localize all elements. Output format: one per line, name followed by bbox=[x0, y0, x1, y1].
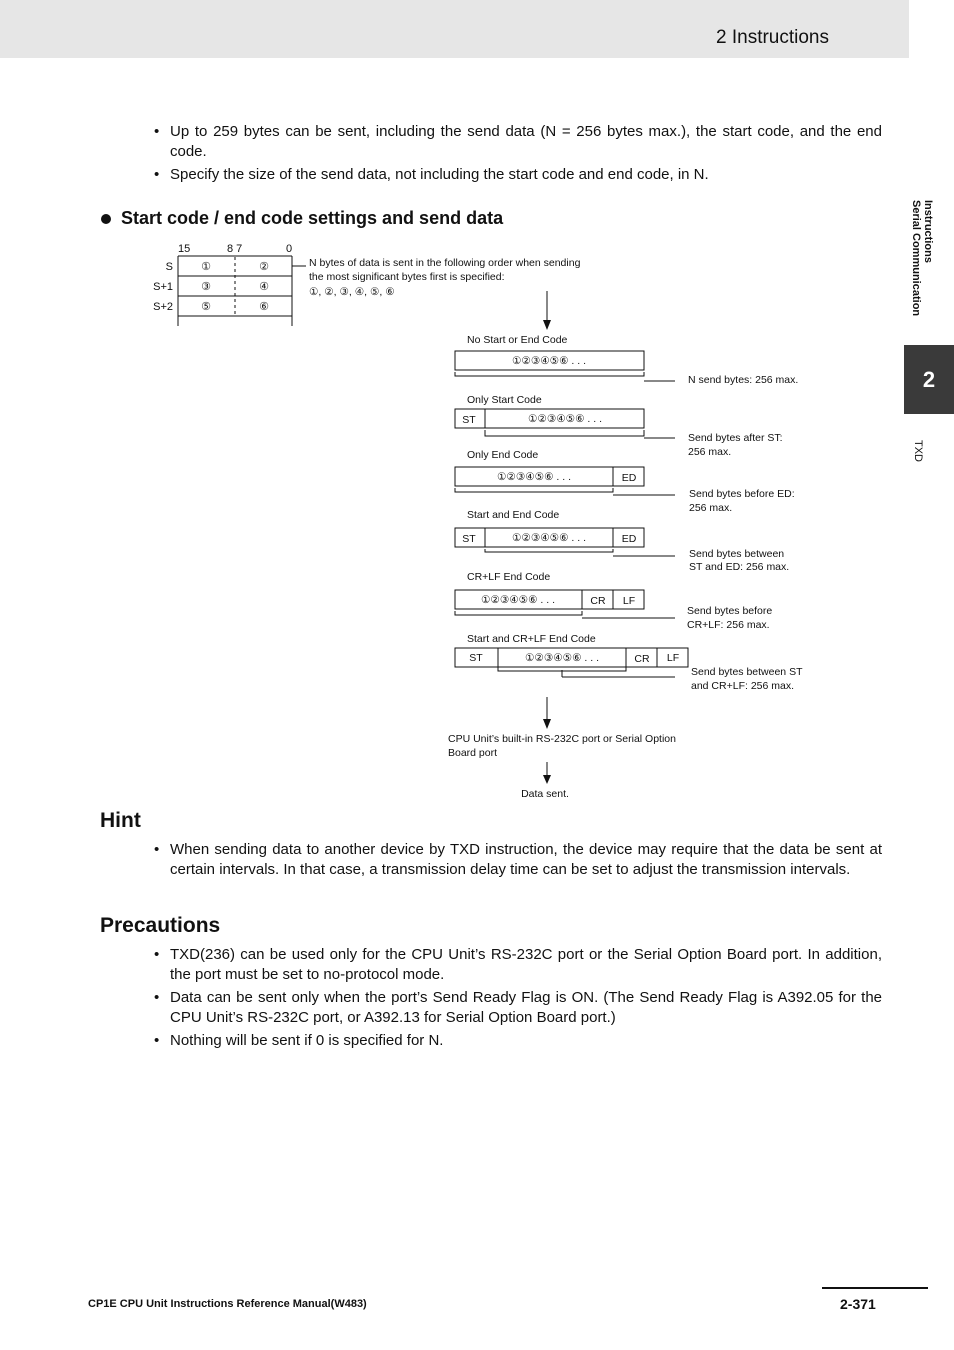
section-title: 2 Instructions bbox=[716, 27, 829, 48]
case-note: Send bytes before ED: bbox=[689, 488, 795, 500]
precaution-bullet: • Data can be sent only when the port’s Send Ready Flag is ON. (The Send Ready Flag is A392.05 for the CPU Unit’s RS-232C port, or A392.13 for Serial Option Board port.) bbox=[154, 988, 882, 1027]
case-title: Only End Code bbox=[467, 449, 539, 461]
data-bytes: ①②③④⑤⑥ . . . bbox=[528, 413, 602, 425]
start-code: ST bbox=[462, 533, 476, 545]
case-note: Send bytes between bbox=[689, 548, 785, 560]
port-label: Board port bbox=[448, 747, 498, 759]
subheading-text: Start code / end code settings and send data bbox=[121, 208, 504, 228]
case-note: Send bytes after ST: bbox=[688, 432, 783, 444]
order-note bbox=[309, 257, 581, 298]
case-title: Start and CR+LF End Code bbox=[467, 633, 596, 645]
instruction-tab-label: TXD bbox=[912, 440, 924, 462]
order-note-line: N bytes of data is sent in the following order when sending bbox=[309, 257, 581, 269]
byte-cell: ⑤ bbox=[201, 301, 211, 313]
precaution-bullet: • TXD(236) can be used only for the CPU Unit’s RS-232C port or the Serial Option Board port. In addition, the port must be set to no-protocol mode. bbox=[154, 945, 882, 984]
precautions-heading: Precautions bbox=[100, 914, 221, 937]
order-note-line: ①, ②, ③, ④, ⑤, ⑥ bbox=[309, 286, 395, 298]
case-title: CR+LF End Code bbox=[467, 571, 551, 583]
cr-code: CR bbox=[634, 653, 650, 665]
precaution-bullet: • Nothing will be sent if 0 is specified for N. bbox=[154, 1031, 882, 1051]
case-note: N send bytes: 256 max. bbox=[688, 374, 799, 386]
hint-heading: Hint bbox=[100, 809, 141, 832]
order-note-line: the most significant bytes first is specified: bbox=[309, 271, 505, 283]
row-label: S+2 bbox=[153, 301, 173, 313]
row-label: S+1 bbox=[153, 281, 173, 293]
case-note: Send bytes between ST bbox=[691, 666, 803, 678]
data-bytes: ①②③④⑤⑥ . . . bbox=[512, 355, 586, 367]
byte-cell: ④ bbox=[259, 281, 269, 293]
side-label-line2: Instructions bbox=[922, 200, 934, 263]
footer-rule bbox=[822, 1287, 928, 1289]
bit-label-0: 0 bbox=[286, 243, 293, 255]
precautions-bullets bbox=[154, 945, 882, 1055]
arrow-head-icon bbox=[543, 775, 551, 784]
byte-cell: ⑥ bbox=[259, 301, 269, 313]
data-bytes: ①②③④⑤⑥ . . . bbox=[512, 532, 586, 544]
lf-code: LF bbox=[666, 652, 680, 664]
page-number: 2-371 bbox=[840, 1296, 876, 1312]
lf-code: LF bbox=[622, 595, 636, 607]
bit-label-87: 8 7 bbox=[227, 243, 243, 255]
arrow-head-icon bbox=[543, 320, 551, 330]
port-label: CPU Unit’s built-in RS-232C port or Serial Option bbox=[448, 733, 676, 745]
byte-cell: ① bbox=[201, 261, 211, 273]
case-title: Only Start Code bbox=[467, 394, 542, 406]
case-note: CR+LF: 256 max. bbox=[687, 619, 770, 631]
hint-bullet: • When sending data to another device by TXD instruction, the device may require that the data be sent at certain intervals. In that case, a transmission delay time can be set to adjust the transmission intervals. bbox=[154, 840, 882, 879]
byte-cell: ② bbox=[259, 261, 269, 273]
case-note: 256 max. bbox=[689, 502, 733, 514]
data-bytes: ①②③④⑤⑥ . . . bbox=[525, 652, 599, 664]
chapter-tab: 2 bbox=[904, 345, 954, 414]
data-bytes: ①②③④⑤⑥ . . . bbox=[497, 471, 571, 483]
end-code: ED bbox=[621, 533, 637, 545]
memory-table bbox=[153, 243, 306, 326]
footer-manual-title: CP1E CPU Unit Instructions Reference Manual(W483) bbox=[88, 1298, 367, 1310]
start-code: ST bbox=[469, 652, 483, 664]
case-title: No Start or End Code bbox=[467, 334, 568, 346]
side-label-line1: Serial Communication bbox=[910, 200, 922, 317]
intro-bullet: • Specify the size of the send data, not including the start code and end code, in N. bbox=[154, 165, 882, 185]
send-cases bbox=[455, 334, 803, 692]
bit-label-15: 15 bbox=[178, 243, 191, 255]
case-note: Send bytes before bbox=[687, 605, 773, 617]
data-bytes: ①②③④⑤⑥ . . . bbox=[481, 594, 555, 606]
arrow-head-icon bbox=[543, 719, 551, 729]
case-title: Start and End Code bbox=[467, 509, 560, 521]
byte-cell: ③ bbox=[201, 281, 211, 293]
hint-bullets bbox=[154, 840, 882, 883]
end-code: ED bbox=[621, 472, 637, 484]
cr-code: CR bbox=[590, 595, 606, 607]
intro-bullet: • Up to 259 bytes can be sent, including the send data (N = 256 bytes max.), the start code, and the end code. bbox=[154, 122, 882, 161]
row-label: S bbox=[165, 261, 173, 273]
start-code: ST bbox=[462, 414, 476, 426]
case-note: ST and ED: 256 max. bbox=[689, 561, 790, 573]
data-sent-label: Data sent. bbox=[521, 788, 569, 800]
case-note: and CR+LF: 256 max. bbox=[691, 680, 795, 692]
case-note: 256 max. bbox=[688, 446, 732, 458]
